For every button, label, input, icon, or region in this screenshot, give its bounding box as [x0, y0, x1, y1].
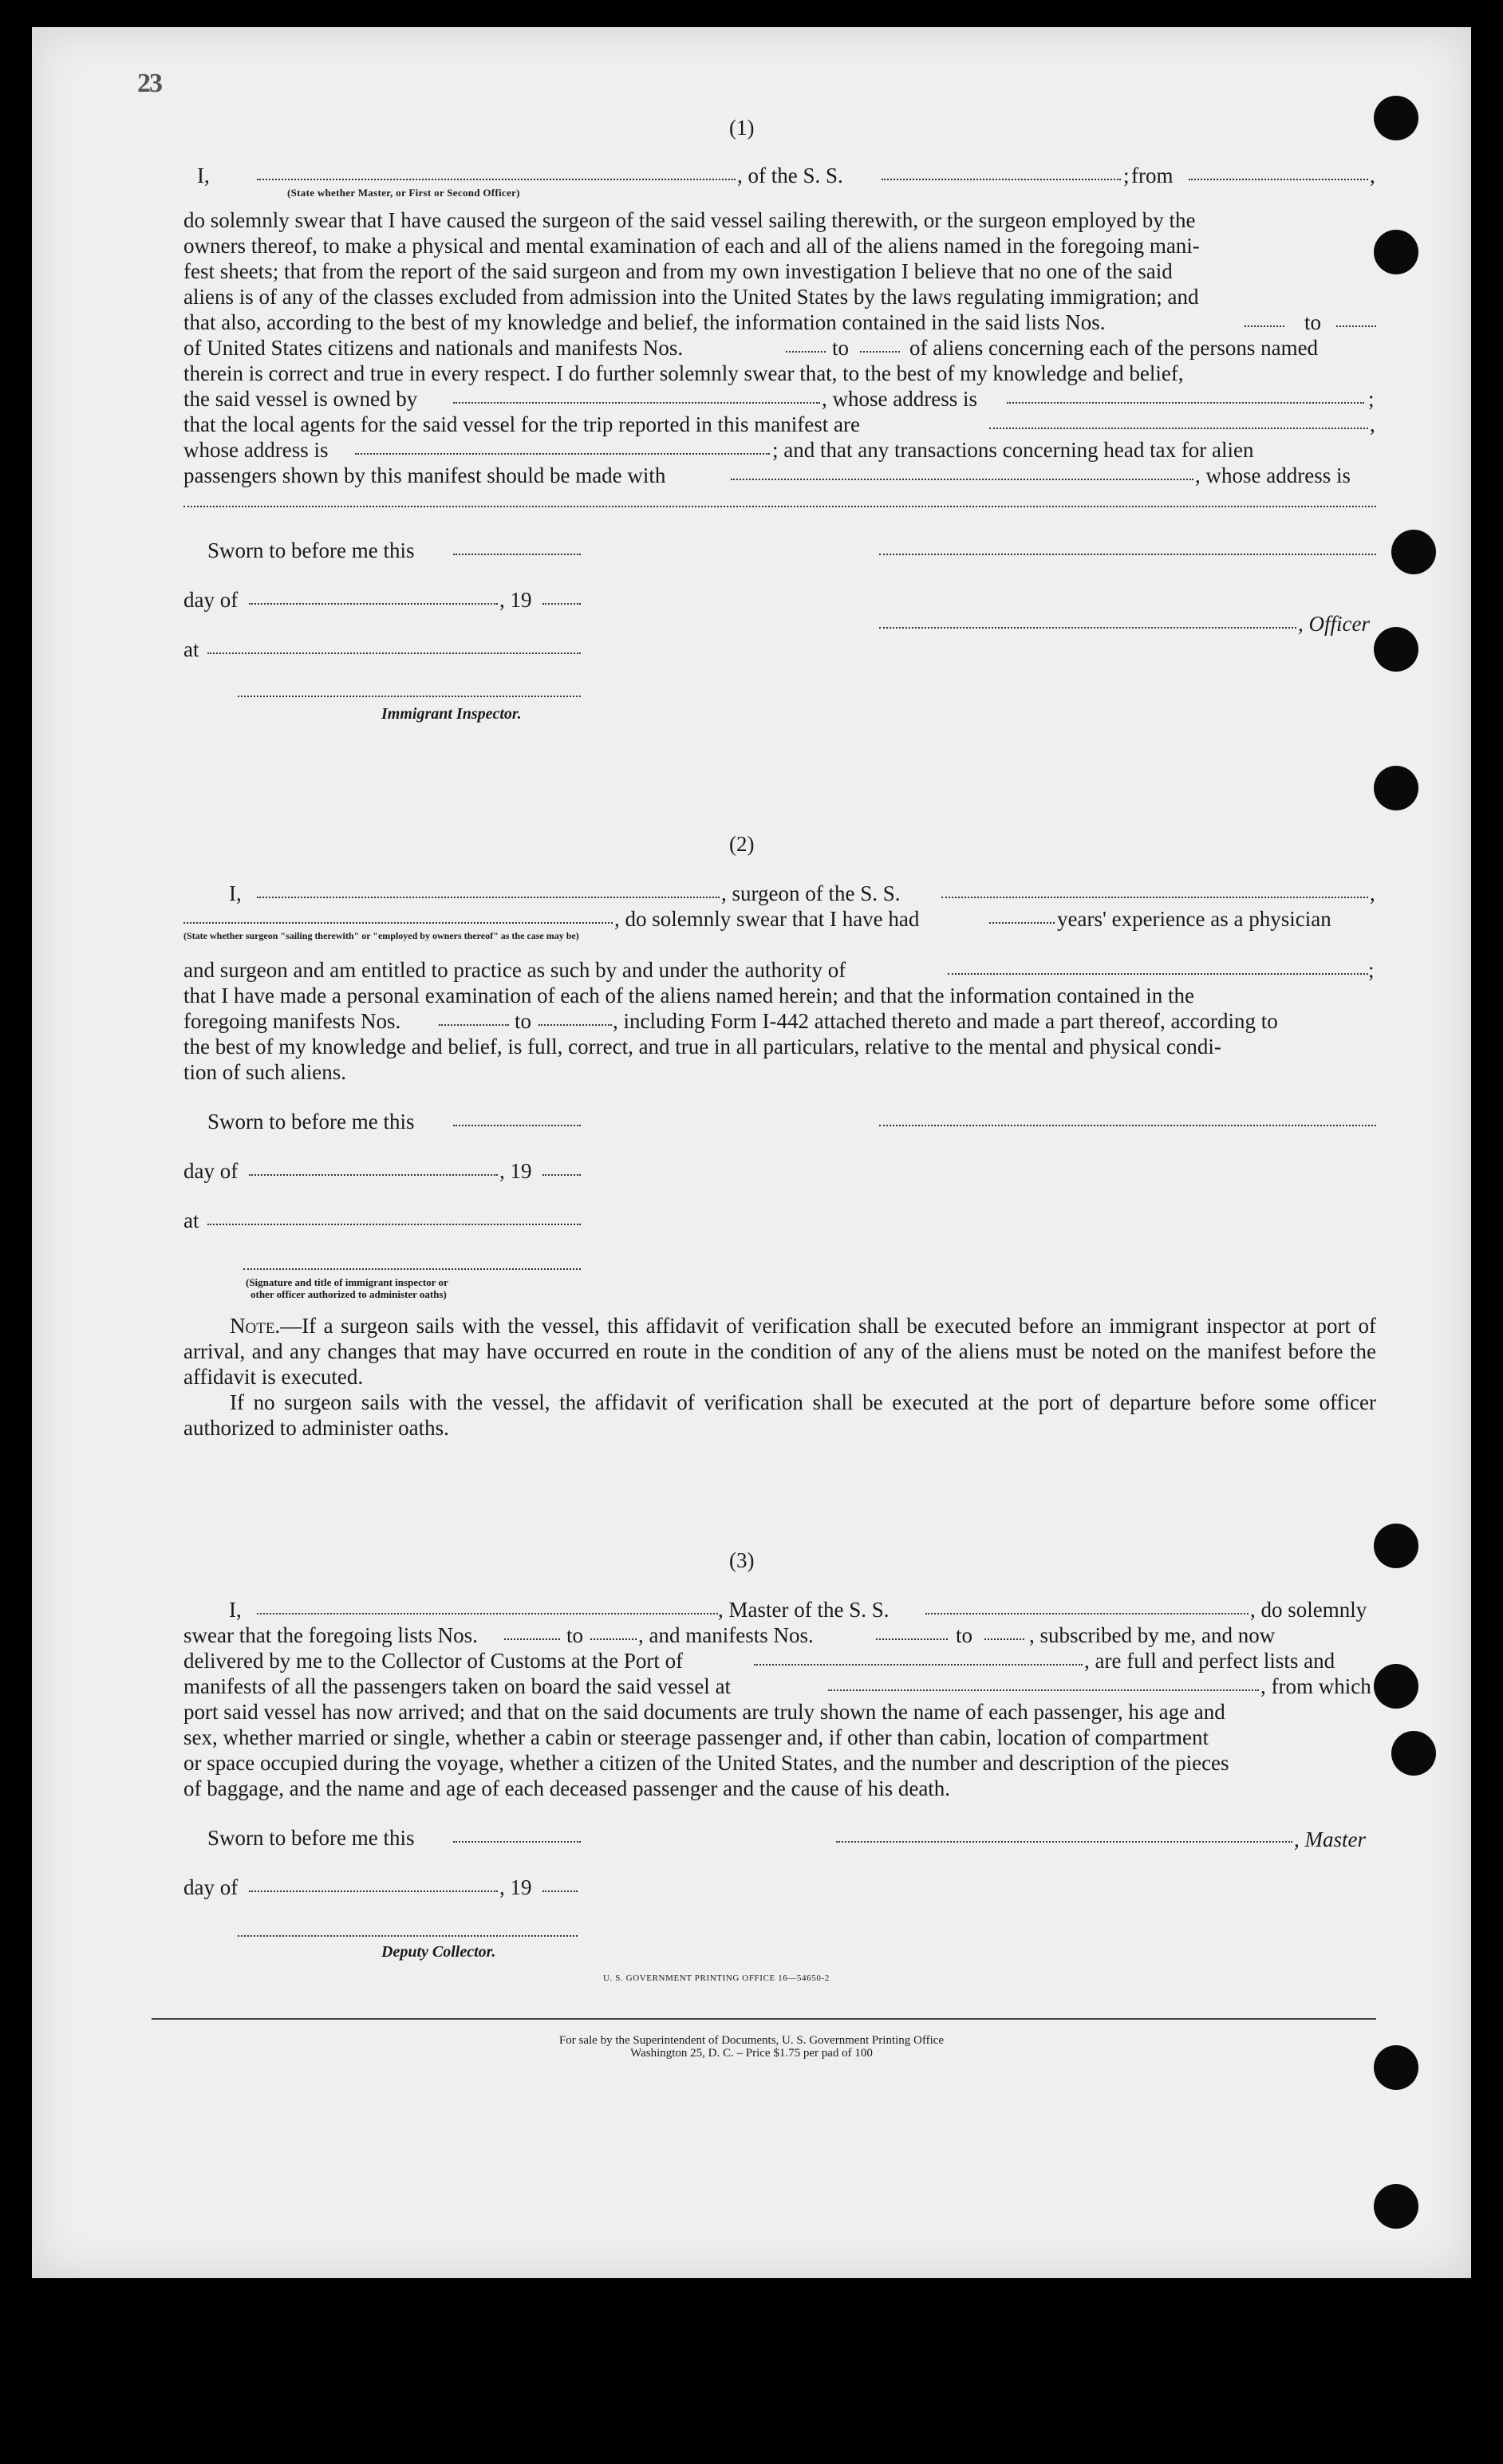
s2-year-field[interactable] — [542, 1174, 581, 1176]
s1-officer-field[interactable] — [879, 627, 1296, 629]
s1-line6a: of United States citizens and nationals and manifests Nos. — [183, 336, 684, 360]
binder-hole — [1374, 766, 1418, 810]
s2-signature-inspector-field[interactable] — [243, 1268, 581, 1270]
s1-from-field[interactable] — [1189, 179, 1368, 180]
s1-day-field[interactable] — [249, 603, 498, 605]
s3-master-signature-field[interactable] — [836, 1841, 1292, 1843]
s2-signature-note: (Signature and title of immigrant inspector or other officer authorized to administer oaths) — [246, 1276, 448, 1300]
s2-signature-field[interactable] — [879, 1125, 1376, 1126]
s2-authority-field[interactable] — [948, 973, 1368, 975]
s3-port-field[interactable] — [754, 1664, 1083, 1666]
gpo-line: U. S. GOVERNMENT PRINTING OFFICE 16—54650-2 — [603, 1973, 830, 1983]
s2-name-field[interactable] — [257, 897, 720, 898]
binder-hole — [1374, 1524, 1418, 1568]
s1-lists-to-field[interactable] — [1336, 325, 1376, 327]
s1-signature-field[interactable] — [879, 554, 1376, 555]
s1-year-field[interactable] — [542, 603, 581, 605]
section-2-number: (2) — [729, 832, 755, 856]
s2-at-field[interactable] — [207, 1224, 581, 1225]
s1-owner-address-field[interactable] — [1007, 402, 1364, 404]
s1-lists-from-field[interactable] — [1245, 325, 1284, 327]
s3-name-field[interactable] — [257, 1613, 718, 1614]
s3-embark-port-field[interactable] — [828, 1689, 1259, 1691]
binder-hole — [1391, 1731, 1436, 1776]
s3-lists-from-field[interactable] — [504, 1638, 560, 1640]
document-page: 23 (1) I, , of the S. S. ; from , (State whether Master, or First or Second Officer) do solemnly swear that I have caused the surgeon of the said vessel sailing therewith, or the surgeon employed by the owners thereof, to make a physical and mental examination of each and all of the aliens named in the foregoing mani- fest sheets; that from the report of the said surgeon and from my own investigation I believe that no one of the said aliens is of any of the classes excluded from admission into the United States by the laws regulating immigration; and that also, according to the best of my knowledge and belief, the information contained in the said lists Nos. to of United States citizens and nationals and manifests Nos. to of aliens concerning each of the persons named therein is correct and true in every respect. I do further solemnly swear that, to the best of my knowledge and belief, the said vessel is owned by , whose address is ; that the local agents for the said vessel for the trip reported in this manifest are , whose address is ; and that any transactions concerning head tax for alien passengers shown by this manifest should be made with , whose address is Sworn to before me this day of , 19 , Officer at Immigrant Inspector. (2) I, , surgeon of the S. S. , , do solemnly swear that I have had years' experience as a physician (State whether surgeon "sailing therewith" or "employed by owners thereof" as the case may be) and surgeon and am entitled to practice as such by and under the authority of ; that I have made a personal examination of each of the aliens named herein; and that the information contained in the foregoing manifests Nos. to , including Form I-442 attached thereto and made a part thereof, according to the best of my knowledge and belief, is full, correct, and true in all particulars, relative to the mental and physical condi- tion of such aliens. Sworn to before me this day of , 19 at (Signature and title of immigrant inspector or other officer authorized to administer oaths) Note.—If a surgeon sails with the vessel, this affidavit of verification shall be executed before an immigrant inspector at port of arrival, and any changes that may have occurred en route in the condition of any of the aliens must be noted on the manifest before the affidavit is executed. If no surgeon sails with the vessel, the affidavit of verification shall be executed at the port of departure before some officer authorized to administer oaths. (3) I, , Master of the S. S. , do solemnly swear that the foregoing lists Nos. to , and manifests Nos. to , subscribed by me, and now delivered by me to the Collector of Customs at the Port of , are full and perfect lists and manifests of all the passengers taken on board the said vessel at , from which port said vessel has now arrived; and that on the said documents are truly shown the name of each passenger, his age and sex, whether married or single, whether a cabin or steerage passenger and, if other than cabin, location of compartment or space occupied during the voyage, whether a citizen of the United States, and the number and description of the pieces of baggage, and the name and age of each deceased passenger and the cause of his death. Sworn to before me this , Master day of , 19 Deputy Collector. U. S. GOVERNMENT PRINTING OFFICE 16—54650-2 For sale by the Superintendent of Documents, U. S. Government Printing Office Washington 25, D. C. – Price $1.75 per pad of 100 — [32, 27, 1471, 2278]
s1-inspector-field[interactable] — [238, 696, 581, 697]
s2-manifests-from-field[interactable] — [439, 1024, 509, 1026]
s1-line7: therein is correct and true in every respect. I do further solemnly swear that, to the best of my knowledge and belief, — [183, 361, 1184, 385]
section-3-number: (3) — [729, 1548, 755, 1572]
s2-years-field[interactable] — [989, 922, 1055, 924]
binder-hole — [1391, 530, 1436, 574]
s1-ship-field[interactable] — [882, 179, 1121, 180]
binder-hole — [1374, 96, 1418, 140]
s1-head-tax-field[interactable] — [731, 479, 1193, 480]
binder-hole — [1374, 230, 1418, 274]
s1-manifests-to-field[interactable] — [860, 351, 900, 353]
s1-sworn-field[interactable] — [453, 554, 581, 555]
binder-hole — [1374, 627, 1418, 672]
binder-hole — [1374, 2184, 1418, 2229]
s3-manifests-from-field[interactable] — [876, 1638, 948, 1640]
s1-officer-note: (State whether Master, or First or Second Officer) — [287, 187, 520, 199]
footer-text: For sale by the Superintendent of Documents, U. S. Government Printing Office Washington 25, D. C. – Price $1.75 per pad of 100 — [558, 2034, 945, 2060]
s3-manifests-to-field[interactable] — [984, 1638, 1024, 1640]
s2-capacity-field[interactable] — [183, 922, 613, 924]
s1-head-tax-address-field[interactable] — [183, 506, 1376, 507]
s1-manifests-from-field[interactable] — [786, 351, 826, 353]
s2-note-paragraph: Note.—If a surgeon sails with the vessel, this affidavit of verification shall be executed before an immigrant inspector at port of arrival, and any changes that may have occurred en route in the condition of any of the aliens must be noted on the manifest before the affidavit is executed. — [183, 1314, 1376, 1389]
section-1-number: (1) — [729, 116, 755, 140]
s2-capacity-note: (State whether surgeon "sailing therewith" or "employed by owners thereof" as the case may be) — [183, 930, 579, 941]
page-mark: 23 — [137, 69, 161, 98]
s1-line5: that also, according to the best of my knowledge and belief, the information contained in the said lists Nos. — [183, 310, 1106, 334]
s3-lists-to-field[interactable] — [590, 1638, 637, 1640]
s2-note2-paragraph: If no surgeon sails with the vessel, the affidavit of verification shall be executed at the port of departure before some officer authorized to administer oaths. — [183, 1390, 1376, 1440]
s1-from: from — [1131, 164, 1174, 187]
s3-collector-field[interactable] — [238, 1935, 578, 1937]
s2-ship-field[interactable] — [941, 897, 1368, 898]
s1-of-ss: , of the S. S. — [737, 164, 843, 187]
binder-hole — [1374, 2045, 1418, 2090]
s1-agents-address-field[interactable] — [355, 453, 770, 455]
s2-day-field[interactable] — [249, 1174, 498, 1176]
s1-i-label: I, — [197, 164, 210, 187]
footer-rule — [152, 2018, 1376, 2020]
s2-sworn-field[interactable] — [453, 1125, 581, 1126]
s2-manifests-to-field[interactable] — [538, 1024, 612, 1026]
s1-at-field[interactable] — [207, 652, 581, 654]
s1-owner-field[interactable] — [453, 402, 820, 404]
s3-ship-field[interactable] — [925, 1613, 1249, 1614]
s1-name-field[interactable] — [257, 179, 736, 180]
s3-year-field[interactable] — [542, 1890, 578, 1892]
s1-oath-text: do solemnly swear that I have caused the surgeon of the said vessel sailing therewith, or the surgeon employed by the owners thereof, to make a physical and mental examination of each and all of the aliens named in the foregoing mani- fest sheets; that from the report of the said surgeon and from my own investigation I believe that no one of the said aliens is of any of the classes excluded from admission into the United States by the laws regulating immigration; and — [183, 208, 1200, 309]
binder-hole — [1374, 1664, 1418, 1709]
s1-agents-field[interactable] — [989, 428, 1368, 429]
s3-day-field[interactable] — [249, 1890, 498, 1892]
s3-sworn-field[interactable] — [453, 1841, 581, 1843]
